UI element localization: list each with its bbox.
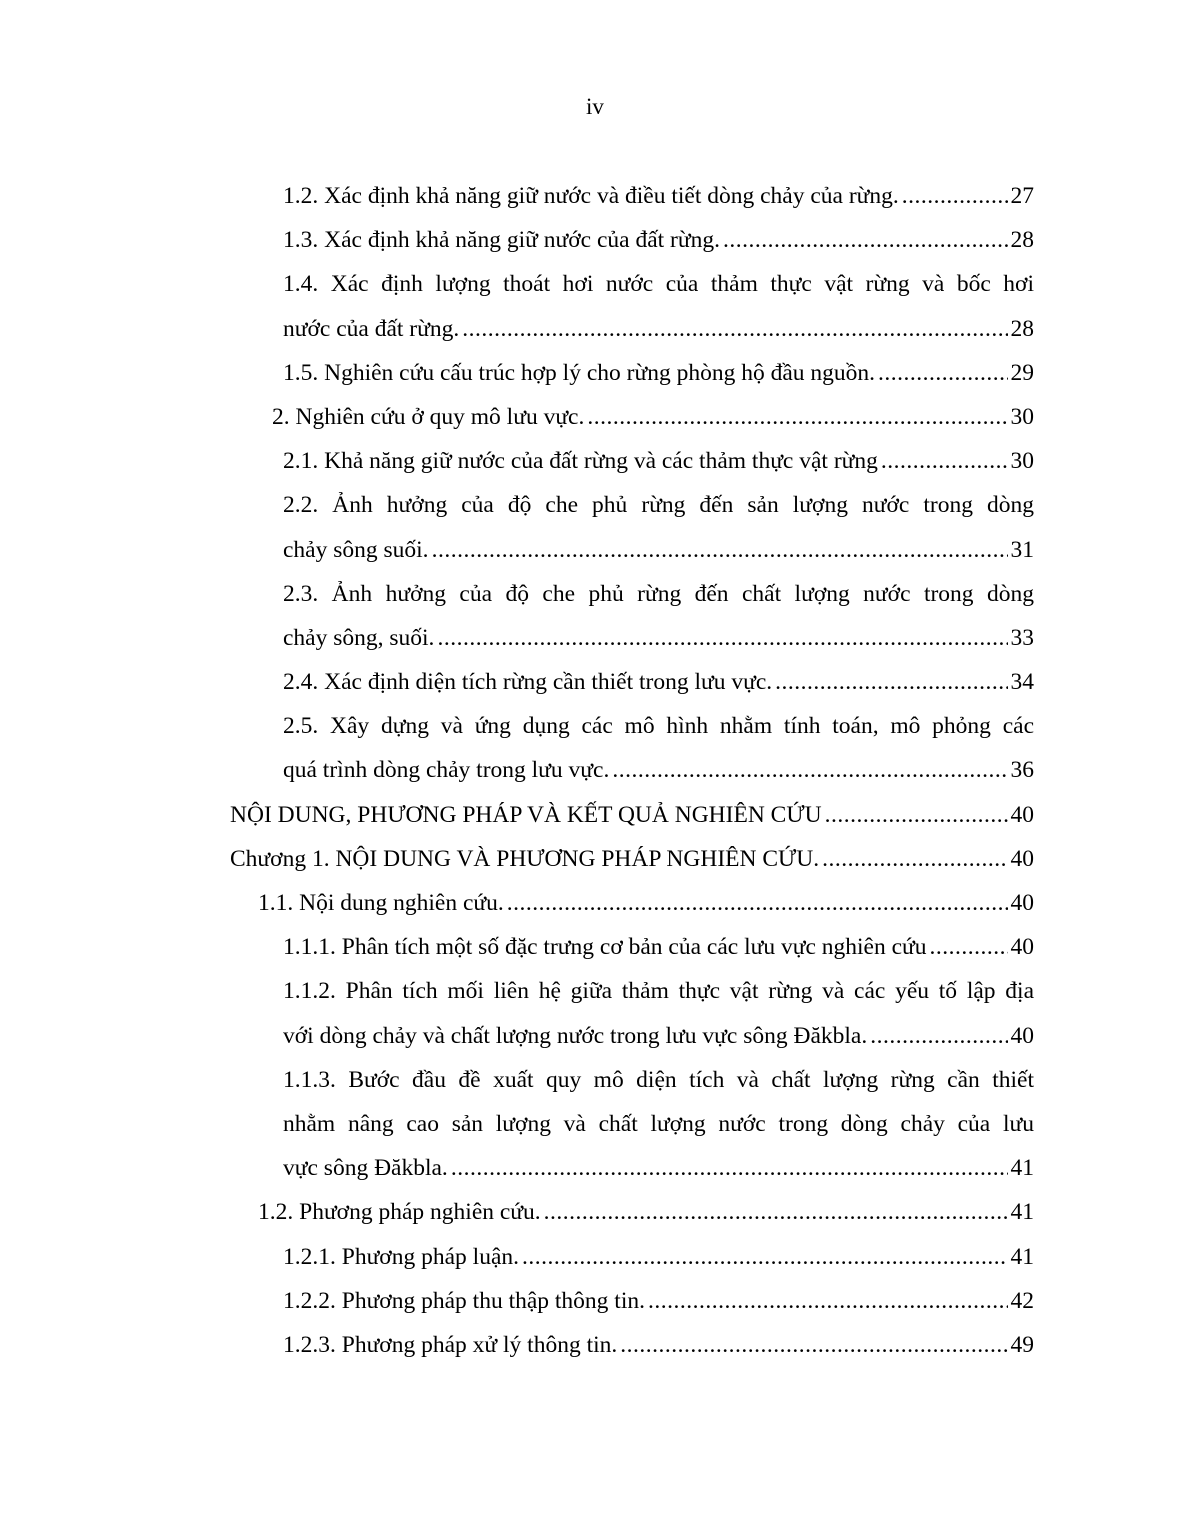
toc-entry-first-line[interactable]: 2.2. Ảnh hưởng của độ che phủ rừng đến sản lượng nước trong dòng: [283, 492, 1034, 519]
toc-entry-title: chảy sông suối.: [283, 536, 429, 563]
toc-entry-page: 40: [1010, 845, 1034, 872]
toc-entry-page: 29: [1010, 359, 1034, 386]
toc-entry-page: 33: [1010, 624, 1034, 651]
toc-entry-page: 31: [1010, 536, 1034, 563]
toc-entry-page: 30: [1010, 403, 1034, 430]
toc-entry-title: 2. Nghiên cứu ở quy mô lưu vực.: [272, 403, 585, 430]
toc-entry[interactable]: [283, 351, 1034, 395]
toc-entry[interactable]: [258, 881, 1034, 925]
toc-entry-title: 2.4. Xác định diện tích rừng cần thiết trong lưu vực.: [283, 669, 773, 696]
toc-entry[interactable]: [272, 395, 1034, 439]
toc-entry-title: 1.1.1. Phân tích một số đặc trưng cơ bản của các lưu vực nghiên cứu: [283, 934, 927, 961]
toc-entry[interactable]: [283, 1146, 1034, 1190]
toc-entry-title: 1.2. Xác định khả năng giữ nước và điều tiết dòng chảy của rừng.: [283, 183, 899, 209]
toc-entry-first-line[interactable]: 1.4. Xác định lượng thoát hơi nước của thảm thực vật rừng và bốc hơi: [283, 271, 1034, 298]
toc-entry[interactable]: [283, 1235, 1034, 1279]
toc-entry-page: 42: [1010, 1287, 1034, 1314]
toc-entry-first-line[interactable]: 2.5. Xây dựng và ứng dụng các mô hình nhằm tính toán, mô phỏng các: [283, 713, 1034, 740]
toc-entry-page: 30: [1010, 448, 1034, 475]
toc-entry[interactable]: [283, 1014, 1034, 1058]
toc-entry-title: vực sông Đăkbla.: [283, 1155, 448, 1182]
toc-entry-first-line[interactable]: 1.1.2. Phân tích mối liên hệ giữa thảm thực vật rừng và các yếu tố lập địa: [283, 978, 1034, 1005]
toc-entry[interactable]: [283, 218, 1034, 262]
toc-entry[interactable]: [283, 1279, 1034, 1323]
toc-entry-title: với dòng chảy và chất lượng nước trong lưu vực sông Đăkbla.: [283, 1022, 868, 1049]
toc-entry[interactable]: [283, 307, 1034, 351]
toc-entry[interactable]: [283, 616, 1034, 660]
toc-entry-page: 40: [1010, 890, 1034, 916]
toc-entry-page: 49: [1010, 1331, 1034, 1358]
toc-entry[interactable]: [230, 837, 1034, 881]
toc-entry-title: chảy sông, suối.: [283, 624, 435, 651]
toc-entry-page: 41: [1010, 1199, 1034, 1226]
toc-entry-title: nước của đất rừng.: [283, 315, 460, 342]
toc-entry-page: 41: [1010, 1155, 1034, 1182]
toc-entry-title: quá trình dòng chảy trong lưu vực.: [283, 757, 610, 784]
toc-entry[interactable]: [283, 1323, 1034, 1367]
toc-entry-first-line[interactable]: 1.1.3. Bước đầu đề xuất quy mô diện tích và chất lượng rừng cần thiết: [283, 1066, 1034, 1093]
toc-entry[interactable]: [258, 1190, 1034, 1234]
toc-entry-page: 41: [1010, 1243, 1034, 1270]
toc-entry-page: 34: [1010, 669, 1034, 696]
toc-entry-title: Chương 1. NỘI DUNG VÀ PHƯƠNG PHÁP NGHIÊN CỨU.: [230, 845, 820, 872]
toc-entry-page: 40: [1010, 801, 1034, 828]
toc-entry-title: 1.2. Phương pháp nghiên cứu.: [258, 1199, 541, 1226]
toc-entry-title: 2.1. Khả năng giữ nước của đất rừng và các thảm thực vật rừng: [283, 448, 878, 475]
toc-entry-title: 1.2.2. Phương pháp thu thập thông tin.: [283, 1287, 645, 1314]
toc-entry-title: NỘI DUNG, PHƯƠNG PHÁP VÀ KẾT QUẢ NGHIÊN CỨU: [230, 801, 822, 828]
toc-entry[interactable]: [283, 528, 1034, 572]
table-of-contents: [0, 174, 1190, 1367]
toc-entry[interactable]: [283, 748, 1034, 792]
toc-entry-second-line[interactable]: nhằm nâng cao sản lượng và chất lượng nước trong dòng chảy của lưu: [283, 1110, 1034, 1137]
toc-entry-page: 40: [1010, 1022, 1034, 1049]
toc-entry-page: 27: [1010, 183, 1034, 209]
toc-entry-page: 28: [1010, 227, 1034, 254]
toc-entry[interactable]: [283, 174, 1034, 218]
toc-entry-page: 28: [1010, 315, 1034, 342]
toc-entry-title: 1.2.3. Phương pháp xử lý thông tin.: [283, 1331, 618, 1358]
page-number: iv: [586, 94, 604, 119]
toc-entry-title: 1.5. Nghiên cứu cấu trúc hợp lý cho rừng phòng hộ đầu nguồn.: [283, 359, 875, 386]
toc-entry-title: 1.1. Nội dung nghiên cứu.: [258, 890, 504, 916]
toc-entry-title: 1.3. Xác định khả năng giữ nước của đất rừng.: [283, 227, 720, 254]
toc-entry-first-line[interactable]: 2.3. Ảnh hưởng của độ che phủ rừng đến chất lượng nước trong dòng: [283, 580, 1034, 607]
toc-entry-title: 1.2.1. Phương pháp luận.: [283, 1243, 519, 1270]
toc-entry-page: 40: [1010, 934, 1034, 961]
toc-entry[interactable]: [283, 660, 1034, 704]
toc-entry[interactable]: [283, 925, 1034, 969]
toc-entry-page: 36: [1010, 757, 1034, 784]
toc-entry[interactable]: [230, 793, 1034, 837]
toc-entry[interactable]: [283, 439, 1034, 483]
